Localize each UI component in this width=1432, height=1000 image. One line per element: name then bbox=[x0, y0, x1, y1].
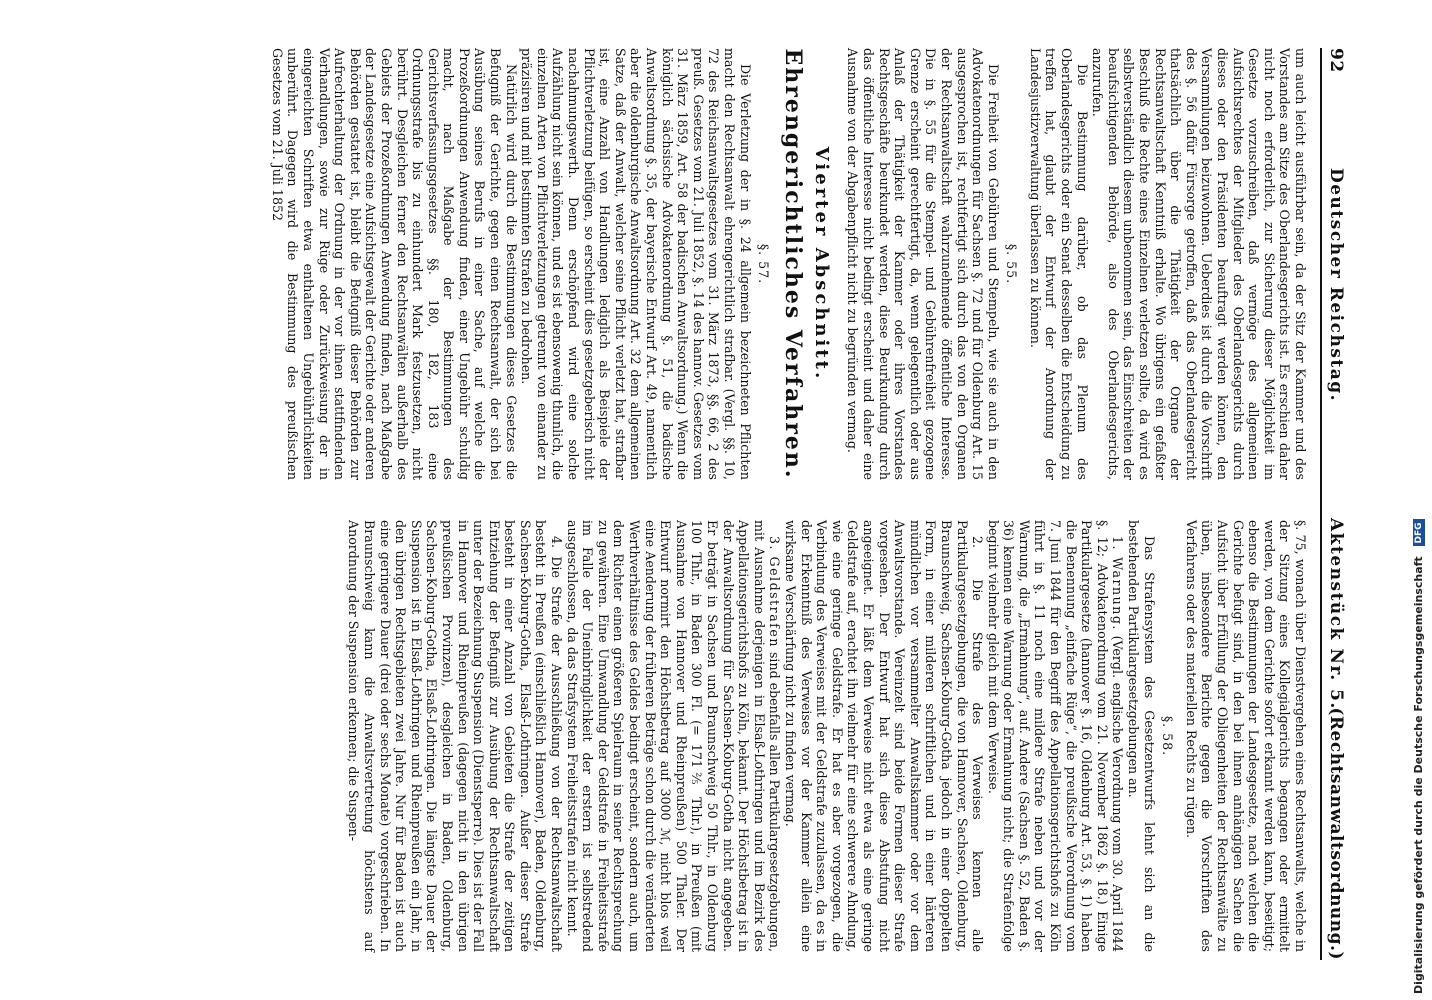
header-title: Deutscher Reichstag. bbox=[1326, 168, 1346, 403]
item-label: 2. bbox=[970, 536, 986, 549]
section-number: §. 57. bbox=[756, 243, 772, 285]
part-heading: Vierter Abschnitt. bbox=[810, 146, 832, 382]
list-item bbox=[564, 520, 782, 952]
paragraph: um auch leicht ausführbar sein, da der Sitz der Kammer und des Vorstandes am Sitze des Oberlandesgerichts ist. Es erschien daher nicht noch erforderlich, zur Sicherung dieser Möglichkeit im Gesetze vorzuschreiben, daß vermöge des allgemeinen Aufsichtsrechtes der Mitglieder des Oberlandesgerichts durch dieses oder den Präsidenten beauftragt werden können, den Versammlungen beizuwohnen. Ueberdies ist durch die Vorschrift des §. 56 dafür Fürsorge getroffen, daß das Oberlandesgericht thatsächlich über die Thätigkeit der Organe der Rechtsanwaltschaft Kenntniß erhalte. Wo übrigens ein gefaßter Beschluß die Rechte eines Einzelnen verletzen sollte, da wird es selbstverständlich diesem unbenommen sein, das Einschreiten der beaufsichtigenden Behörde, also des Oberlandesgerichts, anzurufen. bbox=[1090, 48, 1308, 480]
item-label: 4. bbox=[549, 536, 565, 549]
item-text: Die Strafe der Ausschließung von der Rechtsanwaltschaft besteht in Preußen (einschließlich Hannover), Baden, Oldenburg, Sachsen-Koburg-Gotha, Elsaß-Lothringen. Außer dieser Strafe besteht in einer Anzahl von Gebieten die Strafe der zeitigen Entziehung der Befugniß zur Ausübung der Rechtsanwaltschaft unter der Bezeichnung Suspension (Dienstsperre). Dies ist der Fall in Hannover und Rheinpreußen (dagegen nicht in den übrigen preußischen Provinzen), desgleichen in Baden, Oldenburg, Sachsen-Koburg-Gotha, Elsaß-Lothringen. Die längste Dauer der Suspension ist in Elsaß-Lothringen und Rheinpreußen ein Jahr, in den übrigen Rechtsgebieten zwei Jahre. Nur für Baden ist auch eine geringere Dauer (drei oder sechs Monate) vorgeschrieben. In Braunschweig kann die Anwaltsvertretung höchstens auf Anordnung der Suspension erkennen; die Suspen- bbox=[346, 520, 565, 952]
dfg-logo: DFG bbox=[1413, 519, 1425, 546]
page-number: 92 bbox=[1326, 48, 1346, 73]
item-text: Die Strafe des Verweises kennen alle Partikulargesetzgebungen, die von Hannover, Sachsen, Oldenburg, Braunschweig, Sachsen-Koburg-Gotha jedoch in einer doppelten Form, in einer milderen schriftlichen und in einer härteren mündlichen vor versammelter Anwaltskammer oder vor dem Anwaltsvorstande. Vereinzelt sind beide Formen dieser Strafe vorgesehen. Der Entwurf hat sich diese Abstufung nicht angeeignet. Er läßt dem Verweise nicht etwa als eine geringe Geldstrafe auf, erachtet ihn vielmehr für eine schwerere Ahndung, wie eine geringe Geldstrafe. Er hat es aber vorgezogen, die Verbindung des Verweises mit der Geldstrafe zuzulassen, da es in der Erkenntniß des Verweises vor der Kammer allein eine wirksame Verschärfung nicht zu finden vermag. bbox=[783, 520, 986, 952]
digitization-footer bbox=[1410, 522, 1428, 994]
paragraph: Die Verletzung der in §. 24 allgemein bezeichneten Pflichten macht den Rechtsanwalt ehrengerichtlich strafbar. (Vergl. §§. 10, 72 des Reichsanwaltsgesetzes vom 31. März 1873, §§. 66, 2 des preuß. Gesetzes vom 21. Juli 1852, §. 14 des hannov. Gesetzes vom 31. März 1859, Art. 58 der badischen Anwaltsordnung.) Wenn die königlich sächsische Advokatenordnung §. 51, die badische Anwaltsordnung §. 35, der bayerische Entwurf Art. 49, namentlich aber die oldenburgische Anwaltsordnung Art. 32 dem allgemeinen Satze, daß der Anwalt, welcher seine Pflicht verletzt hat, strafbar ist, eine Anzahl von Handlungen lediglich als Beispiele der Pflichtverletzung beifügen, so erscheint dies gesetzgeberisch nicht nachahmungswerth. Denn erschöpfend wird eine solche Aufzählung nicht sein können, und es ist ebensowenig thunlich, die einzelnen Arten von Pflichtverletzungen getrennt von einander zu präzisiren und mit bestimmten Strafen zu bedrohen. bbox=[519, 48, 753, 480]
list-item bbox=[782, 520, 985, 952]
item-text: sind ebenfalls allen Partikulargesetzgebungen, mit Ausnahme derjenigen in Elsaß-Lothringen und im Bezirk des Appellationsgerichtshofs zu Köln, bekannt. Der Höchstbetrag ist in der Anwaltsordnung für Sachsen-Koburg-Gotha nicht angegeben. Er beträgt in Sachsen und Braunschweig 50 Thlr., in Oldenburg 100 Thlr., in Baden 300 Fl. (= 171⅖ Thlr.), in Preußen (mit Ausnahme von Hannover und Rheinpreußen) 500 Thaler. Der Entwurf normirt den Höchstbetrag auf 3000 ℳ, nicht blos weil eine Aenderung der früheren Beträge schon durch die veränderten Werthverhältnisse des Geldes bedingt erscheint, sondern auch, um dem Richter einen größeren Spielraum in seiner Rechtsprechung zu gewähren. Eine Umwandlung der Geldstrafe in Freiheitsstrafe im Falle der Uneinbringlichkeit der erstern ist selbstredend ausgeschlossen, da das Strafsystem Freiheitsstrafen nicht kennt. bbox=[564, 520, 783, 952]
section-number: §. 55. bbox=[1004, 243, 1020, 285]
paragraph: Natürlich wird durch die Bestimmungen dieses Gesetzes die Befugniß der Gerichte, gegen einen Rechtsanwalt, der sich bei Ausübung seines Berufs in einer Sache, auf welche die Prozeßordnungen Anwendung finden, einer Ungebühr schuldig macht, nach Maßgabe der Bestimmungen des Gerichtsverfassungsgesetzes §§. 180, 182, 183 eine Ordnungsstrafe bis zu einhundert Mark festzusetzen, nicht berührt. Desgleichen ferner den Rechtsanwälten außerhalb des Gebiets der Prozeßordnungen Anwendung finden, nach Maßgabe der Landesgesetze eine Aufsichtsgewalt der Gerichte oder anderen Behörden gestattet ist, bleibt die Befugniß dieser Behörden zur Aufrechterhaltung der Ordnung in der vor ihnen stattfindenden Verhandlungen, sowie zur Rüge oder Zurückweisung der in eingereichten Schriften etwa enthaltenen Ungebührlichkeiten unberührt. Dagegen wird die Bestimmung des preußischen Gesetzes vom 21. Juli 1852 bbox=[269, 48, 519, 480]
item-label: 3. Geldstrafen bbox=[767, 536, 783, 648]
list-item bbox=[346, 520, 564, 952]
paragraph: Die Bestimmung darüber, ob das Plenum des Oberlandesgerichts oder ein Senat desselben die Entscheidung zu treffen hat, glaubt der Entwurf der Anordnung der Landesjustizverwaltung überlassen zu können. bbox=[1027, 48, 1090, 480]
paragraph: Das Strafensystem des Gesetzentwurfs lehnt sich an die bestehenden Partikulargesetzgebungen an. bbox=[1126, 520, 1157, 952]
item-label: 1. Warnung. bbox=[1110, 536, 1126, 631]
left-column bbox=[269, 48, 1308, 480]
footer-text: Digitalisierung gefördert durch die Deutsche Forschungsgemeinschaft bbox=[1412, 556, 1425, 994]
header-issue: Aktenstück Nr. 5. bbox=[1326, 518, 1346, 710]
paragraph: Die Freiheit von Gebühren und Stempeln, wie sie auch in den Advokatenordnungen für Sachsen §. 72 und für Oldenburg Art. 15 ausgesprochen ist, rechtfertigt sich durch das von den Organen der Rechtsanwaltschaft wahrzunehmende öffentliche Interesse. Die in §. 55 für die Stempel- und Gebührenfreiheit gezogene Grenze erscheint gerechtfertigt, da, wenn gelegentlich oder aus Anlaß der Thätigkeit der Kammer oder ihres Vorstandes Rechtsgeschäfte beurkundet werden, diese Beurkundung durch das öffentliche Interesse nicht bedingt erscheint und daher eine Ausnahme von der Abgabenpflicht nicht zu begründen vermag. bbox=[845, 48, 1001, 480]
chapter-heading: Ehrengerichtliches Verfahren. bbox=[780, 48, 807, 480]
right-column bbox=[346, 520, 1308, 952]
running-header bbox=[1320, 48, 1346, 960]
section-number: §. 58. bbox=[1160, 715, 1176, 757]
list-item bbox=[985, 520, 1125, 952]
paragraph: §. 75, wonach über Dienstvergehen eines Rechtsanwalts, welche in der Sitzung eines Kollegialgerichts begangen oder ermittelt werden, von dem Gerichte sofort erkannt werden kann, beseitigt; ebenso die Bestimmungen der Landesgesetze, nach welchen die Gerichte befugt sind, in den bei ihnen anhängigen Sachen die Aufsicht über Erfüllung der Obliegenheiten der Rechtsanwälte zu üben, insbesondere Berichte gegen die Vorschriften des Verfahrens oder des materiellen Rechts zu rügen. bbox=[1183, 520, 1308, 952]
item-text: (Vergl. englische Verordnung vom 30. April 1844 §. 12; Advokatenordnung vom 21. November 1862 §. 18.) Einige Partikulargesetze (hannover §. 16, Oldenburg Art. 53, §. 1) haben die Benennung „einfache Rüge“, die preußische Verordnung vom 7. Juni 1844 für den Begriff des Appellationsgerichtshofs zu Köln führt in §. 11 noch eine mildere Strafe neben und vor der Warnung, die „Ermahnung“, auf. Andere (Sachsen §. 52, Baden §. 36) kennen eine Warnung oder Ermahnung nicht; die Strafenfolge beginnt vielmehr gleich mit dem Verweise. bbox=[985, 520, 1126, 952]
header-section: (Rechtsanwaltsordnung.) bbox=[1326, 707, 1346, 960]
